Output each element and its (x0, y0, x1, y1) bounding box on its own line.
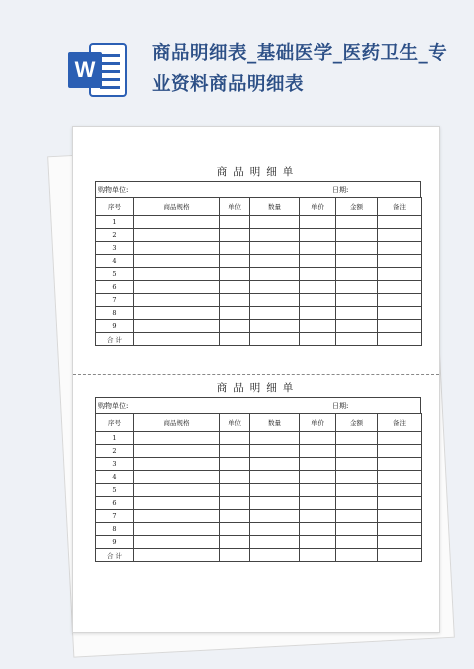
cell[interactable] (378, 255, 422, 268)
total-label: 合 计 (96, 549, 134, 562)
cell[interactable] (300, 294, 336, 307)
row-number: 6 (96, 281, 134, 294)
table-row (96, 229, 422, 242)
column-header: 单价 (300, 414, 336, 432)
table-row (96, 255, 422, 268)
cell[interactable] (378, 281, 422, 294)
cell[interactable] (378, 242, 422, 255)
cell[interactable] (134, 242, 220, 255)
cell[interactable] (220, 471, 250, 484)
cell[interactable] (250, 307, 300, 320)
table-header-row (96, 414, 422, 432)
table-row (96, 281, 422, 294)
page-title: 商品明细表_基础医学_医药卫生_专业资料商品明细表 (152, 43, 448, 95)
cell[interactable] (300, 497, 336, 510)
row-number: 9 (96, 320, 134, 333)
cell[interactable] (336, 432, 378, 445)
cell[interactable] (250, 268, 300, 281)
row-number: 8 (96, 523, 134, 536)
document-page (72, 126, 440, 633)
cell[interactable] (220, 229, 250, 242)
cell[interactable] (300, 216, 336, 229)
word-icon (66, 40, 128, 100)
cell[interactable] (336, 549, 378, 562)
cell[interactable] (250, 320, 300, 333)
detail-form-1 (95, 163, 421, 346)
cell[interactable] (378, 523, 422, 536)
cell[interactable] (336, 307, 378, 320)
cell[interactable] (336, 268, 378, 281)
cell[interactable] (250, 458, 300, 471)
cell[interactable] (336, 510, 378, 523)
cell[interactable] (220, 549, 250, 562)
column-header: 备注 (378, 198, 422, 216)
row-number: 2 (96, 445, 134, 458)
cell[interactable] (378, 458, 422, 471)
cell[interactable] (220, 432, 250, 445)
row-number: 3 (96, 242, 134, 255)
column-header: 单位 (220, 198, 250, 216)
cell[interactable] (134, 320, 220, 333)
cell[interactable] (134, 445, 220, 458)
cell[interactable] (134, 510, 220, 523)
cell[interactable] (220, 281, 250, 294)
cell[interactable] (300, 229, 336, 242)
column-header: 序号 (96, 198, 134, 216)
cell[interactable] (336, 536, 378, 549)
cell[interactable] (250, 281, 300, 294)
column-header: 备注 (378, 414, 422, 432)
cell[interactable] (336, 497, 378, 510)
total-label: 合 计 (96, 333, 134, 346)
cell[interactable] (250, 510, 300, 523)
cell[interactable] (300, 471, 336, 484)
total-row (96, 549, 422, 562)
row-number: 2 (96, 229, 134, 242)
cell[interactable] (336, 333, 378, 346)
cell[interactable] (336, 281, 378, 294)
cell[interactable] (336, 294, 378, 307)
cell[interactable] (300, 536, 336, 549)
row-number: 3 (96, 458, 134, 471)
cell[interactable] (300, 523, 336, 536)
cell[interactable] (250, 242, 300, 255)
table-row (96, 445, 422, 458)
cell[interactable] (250, 549, 300, 562)
table-row (96, 458, 422, 471)
row-number: 5 (96, 484, 134, 497)
column-header: 单价 (300, 198, 336, 216)
cell[interactable] (250, 497, 300, 510)
cell[interactable] (134, 484, 220, 497)
form-title: 商品明细单 (216, 166, 300, 178)
cell[interactable] (378, 536, 422, 549)
cell[interactable] (250, 523, 300, 536)
column-header: 序号 (96, 414, 134, 432)
date-label: 日期: (332, 402, 349, 410)
table-row (96, 216, 422, 229)
cell[interactable] (134, 523, 220, 536)
row-number: 8 (96, 307, 134, 320)
row-number: 7 (96, 510, 134, 523)
table-row (96, 523, 422, 536)
cell[interactable] (220, 216, 250, 229)
cell[interactable] (336, 320, 378, 333)
goods-table (95, 413, 422, 562)
cell[interactable] (220, 333, 250, 346)
table-row (96, 432, 422, 445)
column-header: 金额 (336, 414, 378, 432)
table-row (96, 484, 422, 497)
cell[interactable] (300, 510, 336, 523)
cell[interactable] (134, 536, 220, 549)
cell[interactable] (378, 484, 422, 497)
buyer-label: 购物单位: (98, 186, 129, 194)
table-row (96, 536, 422, 549)
detail-form-2 (95, 379, 421, 562)
cell[interactable] (300, 268, 336, 281)
cell[interactable] (134, 497, 220, 510)
cell[interactable] (336, 216, 378, 229)
buyer-label: 购物单位: (98, 402, 129, 410)
cell[interactable] (378, 510, 422, 523)
row-number: 1 (96, 432, 134, 445)
cell[interactable] (378, 307, 422, 320)
cell[interactable] (378, 320, 422, 333)
cell[interactable] (134, 458, 220, 471)
table-row (96, 307, 422, 320)
cell[interactable] (220, 255, 250, 268)
form-meta-row (95, 397, 421, 413)
cell[interactable] (220, 320, 250, 333)
cell[interactable] (300, 549, 336, 562)
cell[interactable] (134, 216, 220, 229)
table-row (96, 510, 422, 523)
cell[interactable] (220, 242, 250, 255)
table-row (96, 320, 422, 333)
cell[interactable] (378, 471, 422, 484)
cell[interactable] (250, 255, 300, 268)
cell[interactable] (220, 484, 250, 497)
cell[interactable] (220, 523, 250, 536)
table-row (96, 242, 422, 255)
cell[interactable] (220, 445, 250, 458)
cell[interactable] (220, 268, 250, 281)
cell[interactable] (300, 445, 336, 458)
cell[interactable] (250, 445, 300, 458)
cell[interactable] (336, 458, 378, 471)
cell[interactable] (378, 268, 422, 281)
date-label: 日期: (332, 186, 349, 194)
cell[interactable] (220, 307, 250, 320)
row-number: 6 (96, 497, 134, 510)
table-row (96, 471, 422, 484)
cell[interactable] (134, 255, 220, 268)
cell[interactable] (378, 549, 422, 562)
column-header: 商品规格 (134, 414, 220, 432)
row-number: 5 (96, 268, 134, 281)
cell[interactable] (220, 497, 250, 510)
table-header-row (96, 198, 422, 216)
cell[interactable] (378, 294, 422, 307)
cell[interactable] (378, 445, 422, 458)
cell[interactable] (336, 445, 378, 458)
cell[interactable] (134, 268, 220, 281)
goods-table (95, 197, 422, 346)
column-header: 数量 (250, 414, 300, 432)
cell[interactable] (336, 255, 378, 268)
table-row (96, 294, 422, 307)
cell[interactable] (300, 484, 336, 497)
cell[interactable] (250, 333, 300, 346)
cut-line-divider (73, 374, 439, 375)
cell[interactable] (134, 549, 220, 562)
row-number: 7 (96, 294, 134, 307)
cell[interactable] (300, 255, 336, 268)
cell[interactable] (336, 229, 378, 242)
cell[interactable] (134, 333, 220, 346)
cell[interactable] (300, 307, 336, 320)
form-title: 商品明细单 (216, 382, 300, 394)
cell[interactable] (250, 294, 300, 307)
row-number: 9 (96, 536, 134, 549)
cell[interactable] (300, 281, 336, 294)
cell[interactable] (250, 484, 300, 497)
column-header: 金额 (336, 198, 378, 216)
table-row (96, 497, 422, 510)
cell[interactable] (378, 333, 422, 346)
cell[interactable] (134, 281, 220, 294)
cell[interactable] (300, 320, 336, 333)
cell[interactable] (250, 471, 300, 484)
cell[interactable] (220, 294, 250, 307)
form-meta-row (95, 181, 421, 197)
column-header: 数量 (250, 198, 300, 216)
cell[interactable] (300, 458, 336, 471)
cell[interactable] (250, 216, 300, 229)
total-row (96, 333, 422, 346)
cell[interactable] (300, 242, 336, 255)
cell[interactable] (336, 471, 378, 484)
cell[interactable] (220, 510, 250, 523)
word-icon-letter: W (74, 57, 96, 82)
cell[interactable] (250, 229, 300, 242)
cell[interactable] (134, 229, 220, 242)
cell[interactable] (300, 333, 336, 346)
table-row (96, 268, 422, 281)
row-number: 4 (96, 255, 134, 268)
cell[interactable] (220, 536, 250, 549)
cell[interactable] (378, 229, 422, 242)
cell[interactable] (378, 497, 422, 510)
cell[interactable] (134, 307, 220, 320)
cell[interactable] (134, 432, 220, 445)
cell[interactable] (300, 432, 336, 445)
row-number: 1 (96, 216, 134, 229)
cell[interactable] (250, 536, 300, 549)
cell[interactable] (336, 484, 378, 497)
cell[interactable] (336, 242, 378, 255)
cell[interactable] (378, 216, 422, 229)
cell[interactable] (134, 294, 220, 307)
cell[interactable] (220, 458, 250, 471)
row-number: 4 (96, 471, 134, 484)
column-header: 单位 (220, 414, 250, 432)
cell[interactable] (336, 523, 378, 536)
cell[interactable] (250, 432, 300, 445)
column-header: 商品规格 (134, 198, 220, 216)
cell[interactable] (378, 432, 422, 445)
cell[interactable] (134, 471, 220, 484)
